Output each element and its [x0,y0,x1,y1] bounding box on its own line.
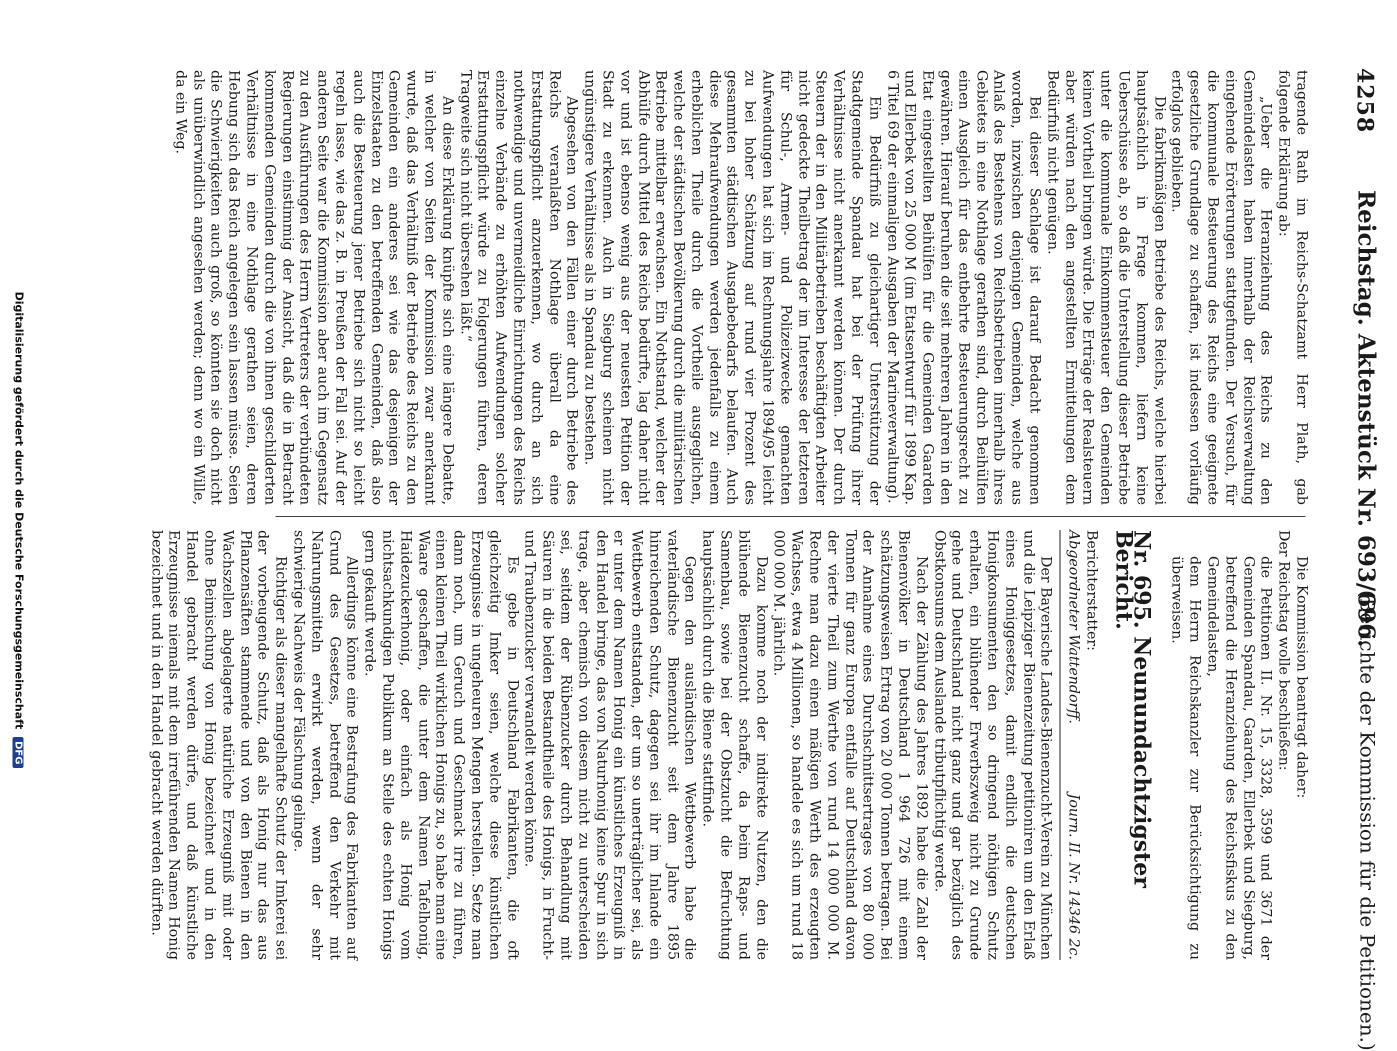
digitization-credit [5,150,25,910]
paragraph: Dazu komme noch der indirekte Nutzen, den die blühende Bienenzucht schaffe, da beim Raps- und Samenbau, sowie bei der Obstzucht die Befruchtung hauptsächlich durch die Biene stattfinde. [699,530,769,960]
paragraph: Richtiger als dieser mangelhafte Schutz der Imkerei sei der vorbeugende Schutz, daß als Honig nur das aus Pflanzensäften stammende und von den Bienen in den Wachszellen abgelagerte natürliche Erzeugniß mit oder ohne Beimischung von Honig bezeichnet und in den Handel gebracht werden dürfe, und daß künstliche Erzeugnisse niemals mit dem irreführenden Namen Honig bezeichnet und in den Handel gebracht werden dürften. [147,530,289,960]
resolution-text-2: dem Herrn Reichskanzler zur Berücksichtigung zu überweisen. [1168,556,1203,960]
reporter-line [1059,530,1081,960]
left-column [171,70,1309,505]
paragraph: Gegen den ausländischen Wettbewerb habe die vaterländische Bienenzucht seit dem Jahre 1895 hinreichenden Schutz, dagegen sei ihr im Inlande ein Wettbewerb entstanden, der um so unerträglicher sei, als er unter dem Namen Honig ein künstliches Erzeugniß in den Handel bringe, das von Naturhonig keine Spur in sich trage, aber chemisch von diesem nicht zu unterscheiden sei, seitdem der Rübenzucker durch Behandlung mit Säuren in die beiden Bestandtheile des Honigs, in Frucht- und Traubenzucker verwandelt werden könne. [521,530,698,960]
page-number: 4258 [1351,68,1377,134]
dfg-logo: DFG [12,737,23,768]
right-column [147,530,1309,960]
credit-text: Digitalisierung gefördert durch die Deutsche Forschungsgemeinschaft [12,291,25,730]
intro-line: Die Kommission beantragt daher: [1293,556,1309,799]
reporter-label: Berichterstatter: [1083,530,1100,651]
paragraph: Ein Bedürfniß zu gleichartiger Unterstützung der Stadtgemeinde Spandau hat bei der Prüfung ihrer Verhältnisse nicht anerkannt werden können. Der durch Steuern der in den Militärbetrieben beschäftigten Arbeiter nicht gedeckte Theilbetrag der im Interesse der letzteren für Schul-, Armen- und Polizeizwecke gemachten Aufwendungen hat sich im Rechnungsjahre 1894/95 leicht zu bei hoher Schätzung auf rund vier Prozent des gesammten städtischen Ausgabebedarfs belaufen. Auch diese Mehraufwendungen werden jedenfalls zu einem erheblichen Theile durch die Vortheile ausgeglichen, welche der städtischen Bevölkerung durch die militärischen Betriebe mittelbar erwachsen. Ein Nothstand, welcher der Abhülfe durch Mittel des Reichs bedürfte, lag daher nicht vor und ist ebenso wenig aus der neuesten Petition der Stadt zu erkennen. Auch in Siegburg scheinen nicht ungünstigere Verhältnisse als in Spandau zu bestehen. [581,70,882,505]
page-title: Reichstag. Aktenstück Nr. 693/696. [1352,190,1379,648]
section-title: Nr. 695. Neunundachtzigster Bericht. [1109,530,1154,888]
paragraph: Bei dieser Sachlage ist darauf Bedacht genommen worden, inzwischen denjenigen Gemeinden, welche aus Anlaß des Bestehens von Reichsbetrieben innerhalb ihres Gebietes in eine Nothlage gerathen sind, durch Beihülfen einen Ausgleich für das entbehrte Besteuerungsrecht zu gewähren. Hierauf beruhen die seit mehreren Jahren in den Etat eingestellten Beihülfen für die Gemeinden Gaarden und Ellerbek von 25 000 M (im Etatsentwurf für 1899 Kap. 6 Titel 69 der einmaligen Ausgaben der Marineverwaltung). [883,70,1043,505]
paragraph: Nach der Zählung des Jahres 1892 habe die Zahl der Bienenvölker in Deutschland 1 964 726 mit einem schätzungsweisen Ertrag von 20 000 Tonnen betragen. Bei der Annahme eines Durchschnittsertrages von 80 000 Tonnen für ganz Europa entfalle auf Deutschland davon der vierte Theil zum Werthe von rund 14 000 000 M. Rechne man dazu einen mäßigen Werth des erzeugten Wachses, etwa 4 Millionen, so handele es sich um rund 18 000 000 M. jährlich. [770,530,929,960]
paragraph: Abgesehen von den Fällen einer durch Betriebe des Reichs veranlaßten Nothlage überall da eine Erstattungspflicht anzuerkennen, wo durch an sich nothwendige und unvermeidliche Einrichtungen des Reichs einzelne Verbände zu erhöhten Aufwendungen solcher Erstattungspflicht würde zu Folgerungen führen, deren Tragweite sich nicht übersehen läßt.“ [456,70,580,505]
reporter-name: Abgeordneter Wattendorff. [1065,530,1082,724]
paragraph: Der Bayerische Landes-Bienenzucht-Verein zu München und die Leipziger Bienenzeitung petitioniren um den Erlaß eines Honiggesetzes, damit endlich die deutschen Honigkonsumenten den so dringend nöthigen Schutz erhalten, ein blühender Erwerbszweig nicht zu Grunde gehe und Deutschland nicht ganz und gar bezüglich des Obstkonsums dem Auslande tributpflichtig werde. [930,530,1054,960]
resolution-text: die Petitionen II. Nr. 15, 3328, 3599 und 3671 der Gemeinden Spandau, Gaarden, Ellerbek und Siegburg, betreffend die Heranziehung des Reichsfiskus zu den Gemeindelasten, [1204,556,1274,960]
motion-line: Der Reichstag wolle beschließen: [1275,530,1292,771]
paragraph: „Ueber die Heranziehung des Reichs zu den Gemeindelasten haben innerhalb der Reichsverwaltung eingehende Erörterungen stattgefunden. Der Versuch, für die kommunale Besteuerung des Reichs eine geeignete gesetzliche Grundlage zu schaffen, ist indessen vorläufig erfolglos geblieben. [1168,70,1274,505]
paragraph: Die fabrikmäßigen Betriebe des Reichs, welche hierbei hauptsächlich in Frage kommen, liefern keine Ueberschüsse ab, so daß die Unterstellung dieser Betriebe unter die kommunale Einkommensteuer den Gemeinden keinen Vortheil bringen würde. Die Erträge der Realsteuern aber würden nach den angestellten Ermittelungen dem Bedürfniß nicht genügen. [1043,70,1167,505]
paragraph: An diese Erklärung knüpfte sich eine längere Debatte, in welcher von Seiten der Kommission zwar anerkannt wurde, daß das Verhältniß der Betriebe des Reichs zu den Gemeinden ein anderes sei wie das desjenigen der Einzelstaaten zu den betreffenden Gemeinden, daß also auch die Besteuerung jener Betriebe sich nicht so leicht regeln lasse, wie das z. B. in Preußen der Fall sei. Auf der anderen Seite war die Kommission aber auch im Gegensatz zu den Ausführungen des Herrn Vertreters der verbündeten Regierungen einstimmig der Ansicht, daß die in Betracht kommenden Gemeinden durch die von ihnen geschilderten Verhältnisse in eine Nothlage gerathen seien, deren Hebung sich das Reich angelegen sein lassen müsse. Seien die Schwierigkeiten auch groß, so könnten sie doch nicht als unüberwindlich angesehen werden; denn wo ein Wille, da ein Weg. [171,70,455,505]
column-divider [275,516,1305,517]
page-header [1317,0,1397,1051]
journal-reference: Journ. II. Nr. 14346 2c. [1065,793,1082,960]
page-subtitle: (Berichte der Kommission für die Petitionen.) [1355,590,1379,1051]
paragraph: Es gebe in Deutschland Fabrikanten, die oft gleichzeitig Imker seien, welche diese künstlichen Erzeugnisse in ungeheuren Mengen herstellen. Setze man dann noch, um Geruch und Geschmack irre zu führen, einen kleinen Theil wirklichen Honigs zu, so habe man eine Waare geschaffen, die unter dem Namen Tafelhonig, Haidezuckerhonig, oder einfach als Honig vom nichtsachkundigen Publikum an Stelle des echten Honigs gern gekauft werde. [361,530,520,960]
paragraph: tragende Rath im Reichs-Schatzamt Herr Plath, gab folgende Erklärung ab: [1275,70,1309,505]
paragraph: Allerdings könne eine Bestrafung des Fabrikanten auf Grund des Gesetzes, betreffend den Verkehr mit Nahrungsmitteln erwirkt werden, wenn der sehr schwierige Nachweis der Fälschung gelinge. [289,530,360,960]
